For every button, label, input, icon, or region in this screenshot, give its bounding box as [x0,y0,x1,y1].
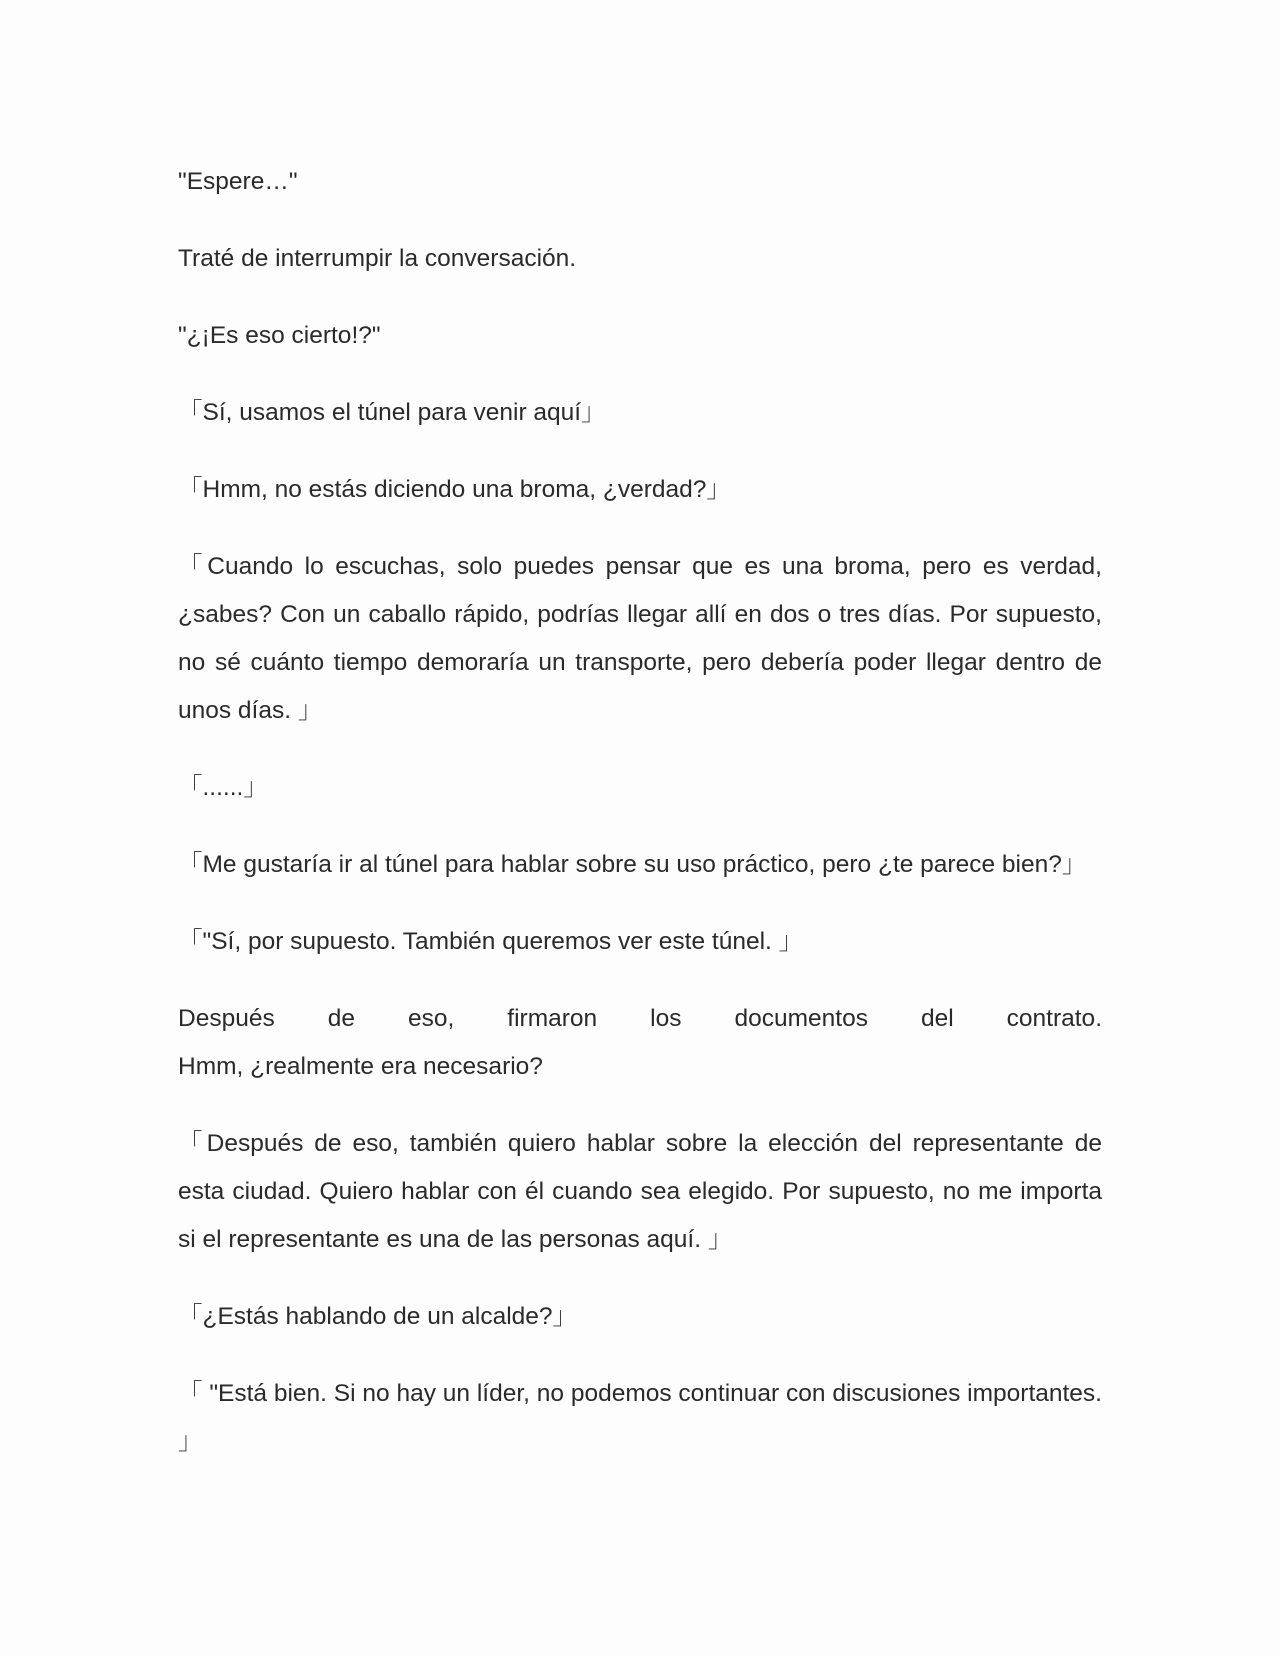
paragraph-3: "¿¡Es eso cierto!?" [178,322,381,349]
paragraph-8: 「Me gustaría ir al túnel para hablar sobre su uso práctico, pero ¿te parece bien?」 [178,851,1087,878]
paragraph-10: Después de eso, firmaron los documentos del contrato. [178,1005,1102,1032]
paragraph-12: 「Después de eso, también quiero hablar sobre la elección del representante de esta ciudad. Quiero hablar con él cuando sea elegido. Por supuesto, no me importa si el representante es una de las personas aquí. 」 [178,1130,1102,1253]
paragraph-11: Hmm, ¿realmente era necesario? [178,1053,543,1080]
paragraph-4: 「Sí, usamos el túnel para venir aquí」 [178,399,606,426]
paragraph-5: 「Hmm, no estás diciendo una broma, ¿verdad?」 [178,476,731,503]
paragraph-6: 「Cuando lo escuchas, solo puedes pensar que es una broma, pero es verdad, ¿sabes? Con un caballo rápido, podrías llegar allí en dos o tres días. Por supuesto, no sé cuánto tiempo demoraría un transporte, pero debería poder llegar dentro de unos días. 」 [178,553,1102,724]
paragraph-14: 「 "Está bien. Si no hay un líder, no podemos continuar con discusiones importantes. 」 [178,1380,1102,1455]
text-body [178,158,1102,1495]
paragraph-1: "Espere…" [178,168,298,195]
paragraph-9: 「"Sí, por supuesto. También queremos ver este túnel. 」 [178,928,804,955]
paragraph-13: 「¿Estás hablando de un alcalde?」 [178,1303,578,1330]
paragraph-2: Traté de interrumpir la conversación. [178,245,577,272]
paragraph-7: 「......」 [178,774,268,801]
